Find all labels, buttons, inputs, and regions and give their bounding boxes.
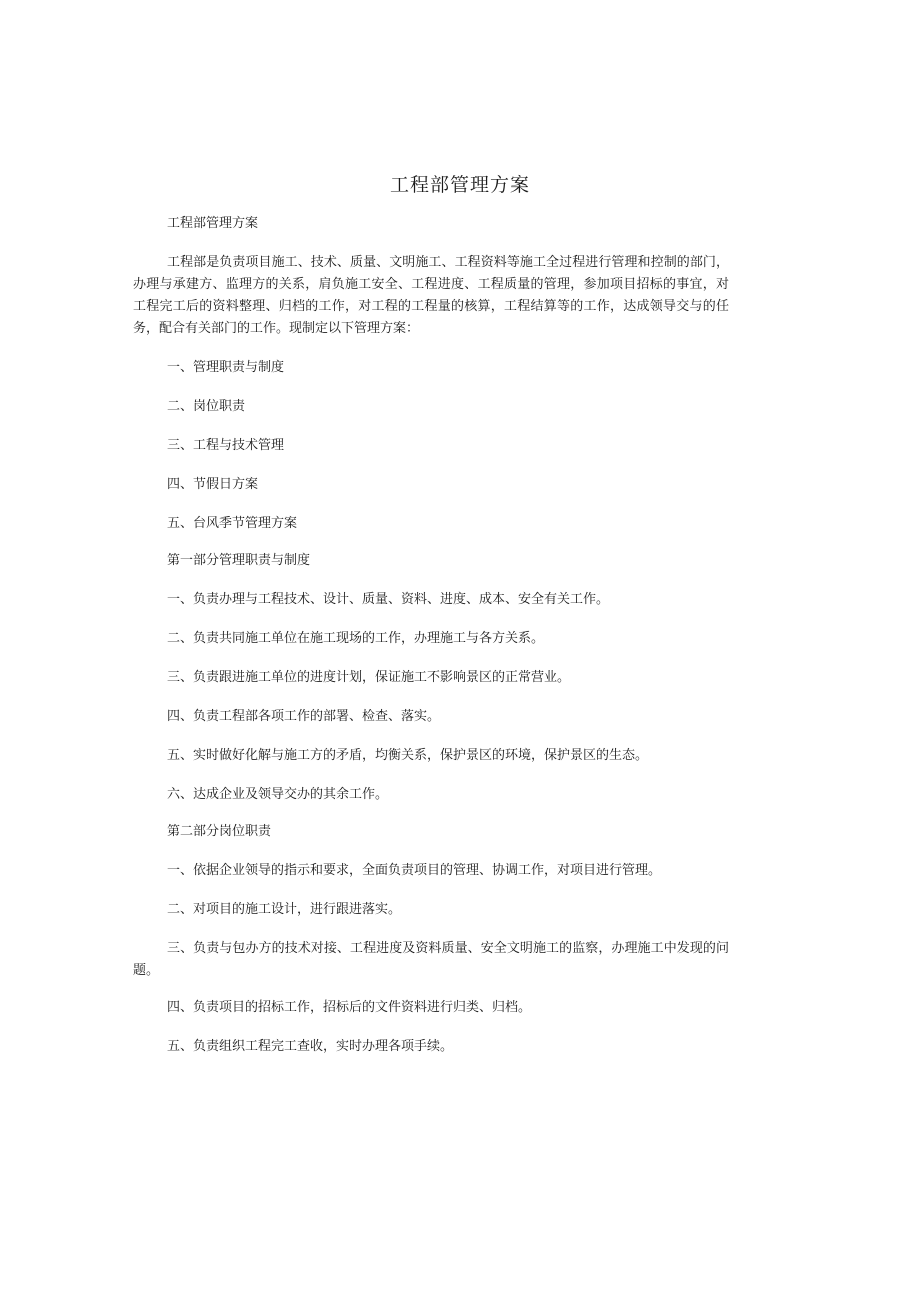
part2-item: 五、负责组织工程完工查收，实时办理各项手续。 <box>167 1039 454 1054</box>
intro-paragraph: 工程部是负责项目施工、技术、质量、文明施工、工程资料等施工全过程进行管理和控制的部门，办理与承建方、监理方的关系，肩负施工安全、工程进度、工程质量的管理，参加项目招标的事宜，对工程完工后的资料整理、归档的工作，对工程的工程量的核算，工程结算等的工作，达成领导交与的任务，配合有关部门的工作。现制定以下管理方案： <box>133 255 729 336</box>
part1-item: 六、达成企业及领导交办的其余工作。 <box>167 787 389 802</box>
part1-item: 五、实时做好化解与施工方的矛盾，均衡关系，保护景区的环境，保护景区的生态。 <box>167 748 649 763</box>
part2-item: 三、负责与包办方的技术对接、工程进度及资料质量、安全文明施工的监察，办理施工中发现的问题。 <box>133 941 729 978</box>
part1-item: 三、负责跟进施工单位的进度计划，保证施工不影响景区的正常营业。 <box>167 670 571 685</box>
part1-item: 四、负责工程部各项工作的部署、检查、落实。 <box>167 709 441 724</box>
outline-item: 四、节假日方案 <box>167 477 259 492</box>
part2-item: 一、依据企业领导的指示和要求，全面负责项目的管理、协调工作，对项目进行管理。 <box>167 863 662 878</box>
outline-item: 三、工程与技术管理 <box>167 438 285 453</box>
part2-heading: 第二部分岗位职责 <box>167 824 272 839</box>
document-body <box>133 213 729 1058</box>
part1-item: 一、负责办理与工程技术、设计、质量、资料、进度、成本、安全有关工作。 <box>167 592 610 607</box>
part2-item: 四、负责项目的招标工作，招标后的文件资料进行归类、归档。 <box>167 1000 532 1015</box>
outline-item: 一、管理职责与制度 <box>167 360 285 375</box>
part2-item: 二、对项目的施工设计，进行跟进落实。 <box>167 902 402 917</box>
part1-item: 二、负责共同施工单位在施工现场的工作，办理施工与各方关系。 <box>167 631 545 646</box>
part1-heading: 第一部分管理职责与制度 <box>167 553 311 568</box>
document-title: 工程部管理方案 <box>389 174 530 196</box>
outline-item: 五、台风季节管理方案 <box>167 516 298 531</box>
outline-item: 二、岗位职责 <box>167 399 246 414</box>
subtitle: 工程部管理方案 <box>167 216 259 231</box>
